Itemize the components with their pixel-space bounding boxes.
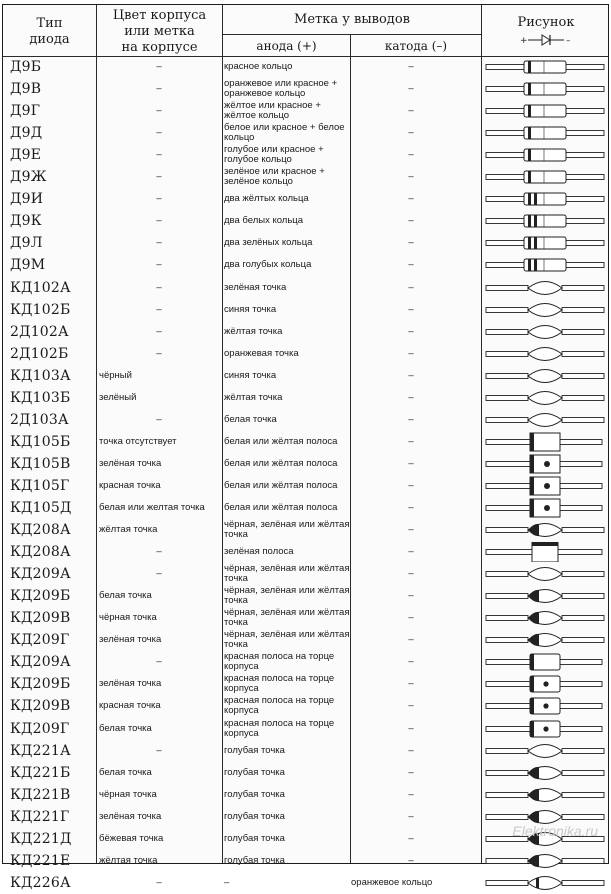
cathode-mark: – bbox=[408, 127, 414, 139]
table-row bbox=[3, 541, 608, 563]
body-mark: – bbox=[156, 127, 162, 139]
header-type: Тип диода bbox=[29, 16, 70, 47]
cathode-mark: – bbox=[408, 149, 414, 161]
table-row bbox=[3, 563, 608, 585]
diode-type: КД209А bbox=[10, 566, 71, 583]
cathode-mark: – bbox=[408, 457, 414, 469]
diode-package-icon bbox=[481, 144, 609, 166]
diode-type: КД221А bbox=[10, 742, 71, 759]
anode-mark: красная полоса на торце корпуса bbox=[224, 695, 335, 717]
body-mark: – bbox=[156, 281, 162, 293]
body-mark: белая точка bbox=[99, 766, 152, 778]
body-mark: чёрный bbox=[99, 369, 132, 381]
anode-mark: голубая точка bbox=[224, 854, 285, 866]
cathode-mark: – bbox=[408, 479, 414, 491]
cathode-mark: – bbox=[408, 854, 414, 866]
diode-package-icon bbox=[481, 519, 609, 541]
diode-package-icon bbox=[481, 695, 609, 717]
diode-type: Д9И bbox=[10, 191, 44, 208]
cathode-mark: – bbox=[408, 502, 414, 514]
anode-mark: синяя точка bbox=[224, 303, 277, 315]
header-anode: анода (+) bbox=[256, 39, 317, 53]
diode-package-icon bbox=[481, 718, 609, 740]
diode-type: Д9Ж bbox=[10, 169, 47, 186]
cathode-mark: – bbox=[408, 325, 414, 337]
diode-package-icon bbox=[481, 277, 609, 299]
diode-type: КД103А bbox=[10, 367, 71, 384]
cathode-mark: – bbox=[408, 281, 414, 293]
diode-package-icon bbox=[481, 651, 609, 673]
body-mark: – bbox=[156, 325, 162, 337]
diode-package-icon bbox=[481, 387, 609, 409]
svg-text:–: – bbox=[566, 36, 571, 46]
diode-type: КД209Б bbox=[10, 676, 71, 693]
body-mark: – bbox=[156, 259, 162, 271]
cathode-mark: – bbox=[408, 303, 414, 315]
cathode-mark: – bbox=[408, 744, 414, 756]
cathode-mark: – bbox=[408, 788, 414, 800]
cathode-mark: – bbox=[408, 656, 414, 668]
body-mark: – bbox=[156, 568, 162, 580]
anode-mark: чёрная, зелёная или жёлтая точка bbox=[224, 607, 350, 629]
table-row bbox=[3, 144, 608, 166]
cathode-mark: – bbox=[408, 83, 414, 95]
body-mark: зелёная точка bbox=[99, 678, 162, 690]
cathode-mark: – bbox=[408, 237, 414, 249]
cathode-mark: – bbox=[408, 810, 414, 822]
diode-type: КД102А bbox=[10, 279, 71, 296]
anode-mark: жёлтое или красное + жёлтое кольцо bbox=[224, 100, 321, 122]
body-mark: красная точка bbox=[99, 479, 161, 491]
header-rule bbox=[222, 34, 481, 35]
anode-mark: красная полоса на торце корпуса bbox=[224, 651, 335, 673]
body-mark: – bbox=[156, 876, 162, 888]
header-cathode: катода (–) bbox=[384, 39, 448, 53]
cathode-mark: оранжевое кольцо bbox=[351, 876, 433, 888]
diode-package-icon bbox=[481, 122, 609, 144]
body-mark: – bbox=[156, 61, 162, 73]
body-mark: – bbox=[156, 105, 162, 117]
anode-mark: жёлтая точка bbox=[224, 325, 283, 337]
body-mark: – bbox=[156, 546, 162, 558]
table-row bbox=[3, 188, 608, 210]
table-row bbox=[3, 695, 608, 717]
cathode-mark: – bbox=[408, 105, 414, 117]
table-row bbox=[3, 56, 608, 78]
diode-type: КД208А bbox=[10, 522, 71, 539]
diode-type: КД221Б bbox=[10, 764, 71, 781]
cathode-mark: – bbox=[408, 171, 414, 183]
cathode-mark: – bbox=[408, 524, 414, 536]
anode-mark: голубая точка bbox=[224, 832, 285, 844]
diode-package-icon bbox=[481, 365, 609, 387]
anode-mark: голубая точка bbox=[224, 766, 285, 778]
diode-type: КД226А bbox=[10, 874, 71, 891]
cathode-mark: – bbox=[408, 413, 414, 425]
anode-mark: белая точка bbox=[224, 413, 277, 425]
diode-type: КД208А bbox=[10, 544, 71, 561]
cathode-mark: – bbox=[408, 634, 414, 646]
table-row bbox=[3, 872, 608, 894]
diode-package-icon bbox=[481, 232, 609, 254]
anode-mark: два голубых кольца bbox=[224, 259, 312, 271]
body-mark: – bbox=[156, 193, 162, 205]
body-mark: – bbox=[156, 656, 162, 668]
svg-text:+: + bbox=[520, 36, 528, 46]
anode-mark: два белых кольца bbox=[224, 215, 304, 227]
cathode-mark: – bbox=[408, 766, 414, 778]
diode-package-icon bbox=[481, 254, 609, 276]
diode-package-icon bbox=[481, 850, 609, 872]
body-mark: – bbox=[156, 237, 162, 249]
diode-package-icon bbox=[481, 78, 609, 100]
anode-mark: два зелёных кольца bbox=[224, 237, 313, 249]
diode-package-icon bbox=[481, 100, 609, 122]
watermark: Elektronika.ru bbox=[512, 823, 598, 839]
cathode-mark: – bbox=[408, 435, 414, 447]
table-row bbox=[3, 78, 608, 100]
diode-package-icon bbox=[481, 872, 609, 894]
diode-type: 2Д103А bbox=[10, 411, 69, 428]
diode-type: КД221В bbox=[10, 786, 71, 803]
anode-mark: белая или жёлтая полоса bbox=[224, 479, 338, 491]
table-row bbox=[3, 453, 608, 475]
diode-type: КД209Г bbox=[10, 632, 70, 649]
table-row bbox=[3, 585, 608, 607]
diode-package-icon bbox=[481, 541, 609, 563]
diode-package-icon bbox=[481, 409, 609, 431]
diode-type: КД209А bbox=[10, 654, 71, 671]
cathode-mark: – bbox=[408, 193, 414, 205]
anode-mark: красная полоса на торце корпуса bbox=[224, 717, 335, 739]
body-mark: – bbox=[156, 149, 162, 161]
diode-package-icon bbox=[481, 607, 609, 629]
diode-type: КД105Д bbox=[10, 500, 72, 517]
diode-type: КД105Б bbox=[10, 433, 71, 450]
cathode-mark: – bbox=[408, 722, 414, 734]
body-mark: – bbox=[156, 83, 162, 95]
diode-package-icon bbox=[481, 784, 609, 806]
table-row bbox=[3, 718, 608, 740]
cathode-mark: – bbox=[408, 61, 414, 73]
body-mark: зелёная точка bbox=[99, 457, 162, 469]
anode-mark: чёрная, зелёная или жёлтая точка bbox=[224, 563, 350, 585]
diode-package-icon bbox=[481, 210, 609, 232]
anode-mark: белая или жёлтая полоса bbox=[224, 502, 338, 514]
body-mark: – bbox=[156, 744, 162, 756]
diode-package-icon bbox=[481, 166, 609, 188]
header-picture: Рисунок bbox=[517, 15, 575, 30]
anode-mark: жёлтая точка bbox=[224, 391, 283, 403]
diode-type: КД105В bbox=[10, 455, 71, 472]
table-row bbox=[3, 409, 608, 431]
anode-mark: зелёное или красное + зелёное кольцо bbox=[224, 166, 325, 188]
body-mark: – bbox=[156, 347, 162, 359]
body-mark: зелёная точка bbox=[99, 634, 162, 646]
diode-type: Д9Б bbox=[10, 59, 42, 76]
body-mark: жёлтая точка bbox=[99, 524, 158, 536]
body-mark: зелёная точка bbox=[99, 810, 162, 822]
diode-package-icon bbox=[481, 188, 609, 210]
cathode-mark: – bbox=[408, 678, 414, 690]
anode-mark: оранжевая точка bbox=[224, 347, 299, 359]
diode-package-icon bbox=[481, 740, 609, 762]
body-mark: чёрная точка bbox=[99, 612, 157, 624]
body-mark: зелёный bbox=[99, 391, 137, 403]
table-row bbox=[3, 277, 608, 299]
cathode-mark: – bbox=[408, 590, 414, 602]
diode-type: КД221Г bbox=[10, 808, 70, 825]
anode-mark: зелёная точка bbox=[224, 281, 287, 293]
cathode-mark: – bbox=[408, 612, 414, 624]
table-row bbox=[3, 629, 608, 651]
table-row bbox=[3, 651, 608, 673]
table-row bbox=[3, 166, 608, 188]
cathode-mark: – bbox=[408, 391, 414, 403]
cathode-mark: – bbox=[408, 259, 414, 271]
diode-type: Д9Г bbox=[10, 103, 41, 120]
diode-package-icon bbox=[481, 475, 609, 497]
anode-mark: – bbox=[224, 876, 230, 888]
table-row bbox=[3, 762, 608, 784]
diode-type: КД103Б bbox=[10, 389, 71, 406]
body-mark: бёжевая точка bbox=[99, 832, 164, 844]
diode-type: КД221Д bbox=[10, 830, 72, 847]
diode-type: КД209Б bbox=[10, 588, 71, 605]
anode-mark: голубая точка bbox=[224, 788, 285, 800]
diode-package-icon bbox=[481, 585, 609, 607]
body-mark: – bbox=[156, 303, 162, 315]
table-row bbox=[3, 475, 608, 497]
diode-type: КД105Г bbox=[10, 477, 70, 494]
header-lead-mark: Метка у выводов bbox=[294, 12, 410, 27]
diode-type: Д9В bbox=[10, 81, 42, 98]
anode-mark: два жёлтых кольца bbox=[224, 193, 309, 205]
table-row bbox=[3, 321, 608, 343]
body-mark: жёлтая точка bbox=[99, 854, 158, 866]
anode-mark: чёрная, зелёная или жёлтая точка bbox=[224, 629, 350, 651]
diode-package-icon bbox=[481, 629, 609, 651]
body-mark: чёрная точка bbox=[99, 788, 157, 800]
anode-mark: оранжевое или красное + оранжевое кольцо bbox=[224, 78, 338, 100]
diode-package-icon bbox=[481, 321, 609, 343]
anode-mark: голубая точка bbox=[224, 810, 285, 822]
diode-package-icon bbox=[481, 431, 609, 453]
anode-mark: голубое или красное + голубое кольцо bbox=[224, 144, 324, 166]
anode-mark: белое или красное + белое кольцо bbox=[224, 122, 345, 144]
cathode-mark: – bbox=[408, 832, 414, 844]
diode-package-icon bbox=[481, 299, 609, 321]
table-row bbox=[3, 784, 608, 806]
cathode-mark: – bbox=[408, 700, 414, 712]
cathode-mark: – bbox=[408, 369, 414, 381]
diode-type: Д9Е bbox=[10, 147, 42, 164]
body-mark: – bbox=[156, 171, 162, 183]
anode-mark: белая или жёлтая полоса bbox=[224, 435, 338, 447]
header-body-mark: Цвет корпуса или метка на корпусе bbox=[112, 8, 207, 55]
diode-package-icon bbox=[481, 673, 609, 695]
table-row bbox=[3, 100, 608, 122]
cathode-mark: – bbox=[408, 215, 414, 227]
cathode-mark: – bbox=[408, 568, 414, 580]
table-row bbox=[3, 673, 608, 695]
table-row bbox=[3, 232, 608, 254]
diode-type: Д9К bbox=[10, 213, 42, 230]
diode-package-icon bbox=[481, 56, 609, 78]
diode-type: 2Д102Б bbox=[10, 345, 69, 362]
diode-type: КД209В bbox=[10, 698, 71, 715]
body-mark: белая точка bbox=[99, 722, 152, 734]
diode-marking-table bbox=[2, 4, 609, 891]
anode-mark: белая или жёлтая полоса bbox=[224, 457, 338, 469]
table-row bbox=[3, 254, 608, 276]
table-row bbox=[3, 210, 608, 232]
cathode-mark: – bbox=[408, 546, 414, 558]
diode-package-icon bbox=[481, 343, 609, 365]
anode-mark: синяя точка bbox=[224, 369, 277, 381]
diode-type: Д9М bbox=[10, 257, 46, 274]
table-row bbox=[3, 850, 608, 872]
anode-mark: чёрная, зелёная или жёлтая точка bbox=[224, 519, 350, 541]
diode-type: КД221Е bbox=[10, 852, 71, 869]
body-mark: белая точка bbox=[99, 590, 152, 602]
diode-package-icon bbox=[481, 762, 609, 784]
table-row bbox=[3, 299, 608, 321]
table-row bbox=[3, 122, 608, 144]
body-mark: красная точка bbox=[99, 700, 161, 712]
diode-package-icon bbox=[481, 563, 609, 585]
diode-type: Д9Л bbox=[10, 235, 43, 252]
diode-type: Д9Д bbox=[10, 125, 43, 142]
table-row bbox=[3, 431, 608, 453]
table-row bbox=[3, 497, 608, 519]
anode-mark: чёрная, зелёная или жёлтая точка bbox=[224, 585, 350, 607]
table-row bbox=[3, 343, 608, 365]
diode-type: КД209Г bbox=[10, 720, 70, 737]
table-row bbox=[3, 387, 608, 409]
diode-type: КД209В bbox=[10, 610, 71, 627]
table-row bbox=[3, 740, 608, 762]
diode-package-icon bbox=[481, 453, 609, 475]
anode-mark: красная полоса на торце корпуса bbox=[224, 673, 335, 695]
cathode-mark: – bbox=[408, 347, 414, 359]
table-row bbox=[3, 607, 608, 629]
anode-mark: красное кольцо bbox=[224, 61, 293, 73]
body-mark: – bbox=[156, 215, 162, 227]
body-mark: белая или желтая точка bbox=[99, 502, 205, 514]
anode-mark: зелёная полоса bbox=[224, 546, 294, 558]
diode-type: КД102Б bbox=[10, 301, 71, 318]
body-mark: – bbox=[156, 413, 162, 425]
table-row bbox=[3, 365, 608, 387]
diode-package-icon bbox=[481, 497, 609, 519]
anode-mark: голубая точка bbox=[224, 744, 285, 756]
diode-type: 2Д102А bbox=[10, 323, 69, 340]
diode-symbol-icon bbox=[482, 33, 610, 47]
table-row bbox=[3, 519, 608, 541]
body-mark: точка отсутствует bbox=[99, 435, 177, 447]
